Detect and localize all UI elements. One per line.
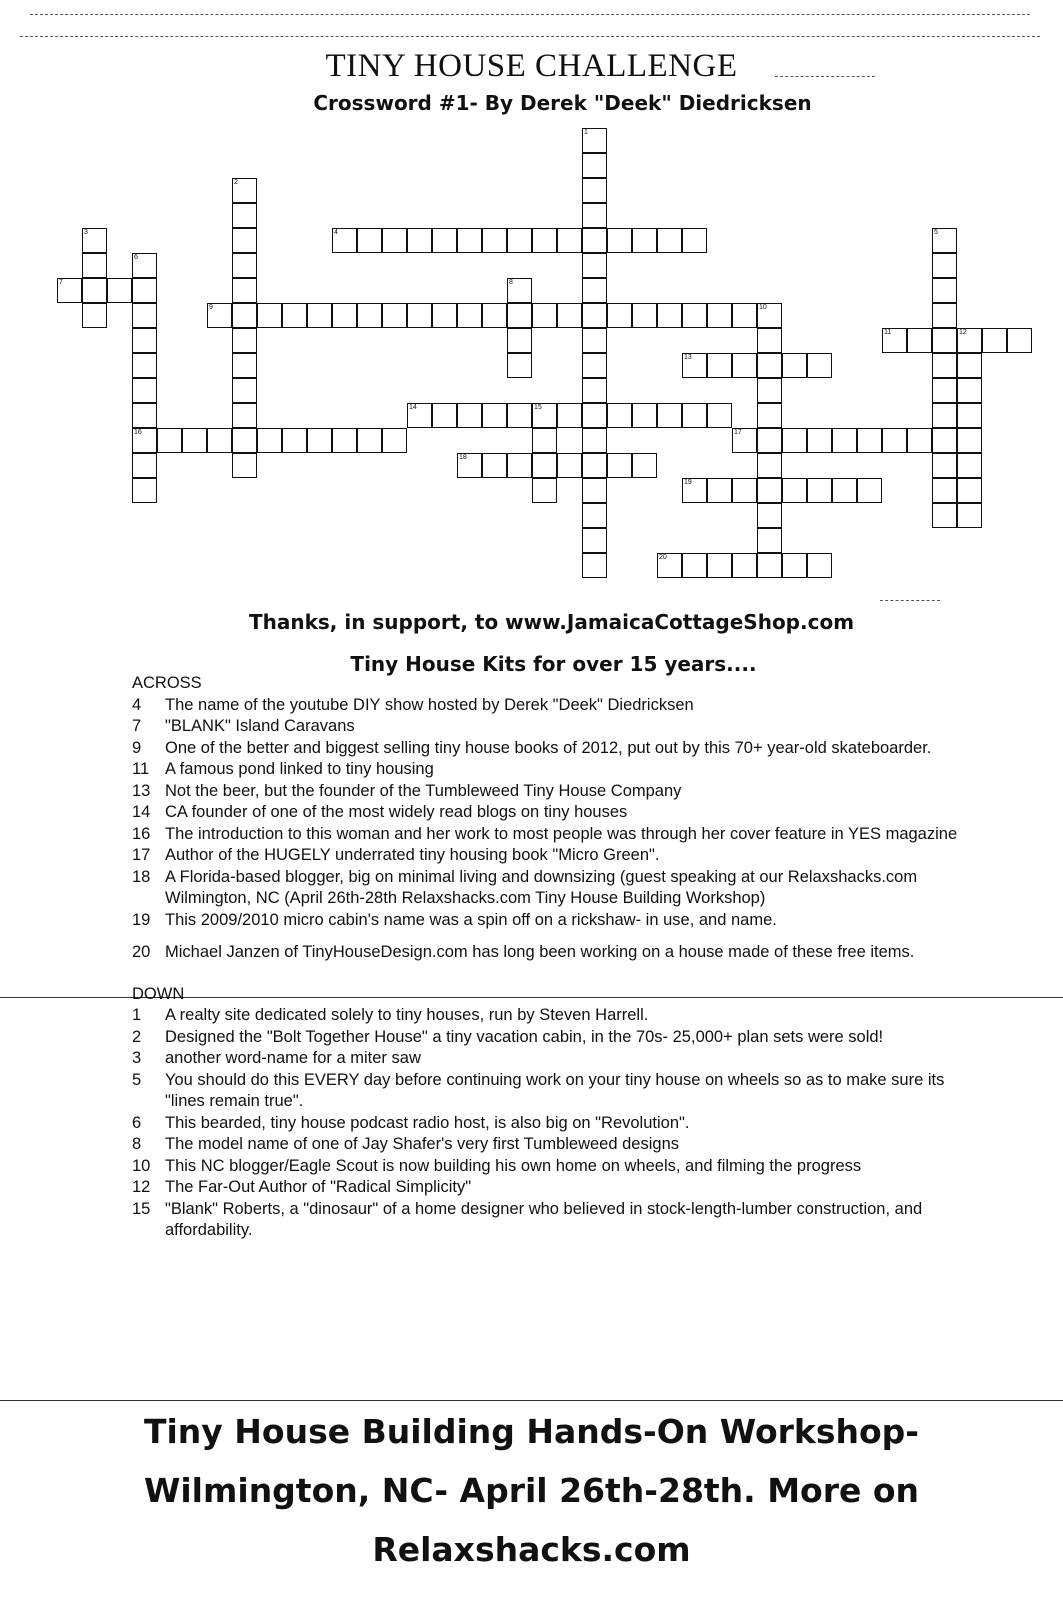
clue-down-2: 2 Designed the "Bolt Together House" a tiny vacation cabin, in the 70s- 25,000+ plan sets were sold! — [132, 1027, 884, 1046]
grid-cell[interactable] — [232, 253, 257, 278]
grid-cell[interactable] — [457, 303, 482, 328]
grid-cell[interactable] — [857, 478, 882, 503]
grid-cell[interactable] — [407, 228, 432, 253]
clue-across-9: 9 One of the better and biggest selling tiny house books of 2012, put out by this 70+ year-old skateboarder. — [132, 738, 932, 757]
cell-number: 14 — [409, 404, 417, 411]
grid-cell[interactable] — [257, 428, 282, 453]
grid-cell[interactable] — [957, 378, 982, 403]
grid-cell[interactable] — [532, 403, 557, 428]
cell-number: 13 — [684, 354, 692, 361]
cell-number: 10 — [759, 304, 767, 311]
grid-cell[interactable] — [932, 403, 957, 428]
clue-across-20: 20 Michael Janzen of TinyHouseDesign.com has long been working on a house made of these free items. — [132, 943, 915, 961]
grid-cell[interactable] — [707, 553, 732, 578]
grid-cell[interactable] — [582, 528, 607, 553]
grid-cell[interactable] — [657, 228, 682, 253]
across-clues — [132, 695, 962, 964]
grid-cell[interactable] — [582, 378, 607, 403]
grid-cell[interactable] — [832, 428, 857, 453]
grid-cell[interactable] — [632, 453, 657, 478]
support-tagline: Tiny House Kits for over 15 years.... — [350, 652, 757, 676]
grid-cell[interactable] — [807, 428, 832, 453]
down-clues — [132, 1005, 962, 1242]
clue-across-13: 13 Not the beer, but the founder of the Tumbleweed Tiny House Company — [132, 781, 682, 800]
cell-number: 16 — [134, 429, 142, 436]
grid-cell[interactable] — [807, 478, 832, 503]
grid-cell[interactable] — [932, 328, 957, 353]
grid-cell[interactable] — [107, 278, 132, 303]
grid-cell[interactable] — [682, 478, 707, 503]
grid-cell[interactable] — [332, 228, 357, 253]
grid-cell[interactable] — [582, 303, 607, 328]
cell-number: 17 — [734, 429, 742, 436]
grid-cell[interactable] — [532, 453, 557, 478]
grid-cell[interactable] — [932, 428, 957, 453]
grid-cell[interactable] — [532, 228, 557, 253]
grid-cell[interactable] — [757, 503, 782, 528]
grid-cell[interactable] — [932, 378, 957, 403]
grid-cell[interactable] — [182, 428, 207, 453]
grid-cell[interactable] — [682, 403, 707, 428]
grid-cell[interactable] — [282, 428, 307, 453]
grid-cell[interactable] — [957, 503, 982, 528]
grid-cell[interactable] — [582, 478, 607, 503]
cell-number: 4 — [334, 229, 338, 236]
grid-cell[interactable] — [757, 453, 782, 478]
cell-number: 12 — [959, 329, 967, 336]
crossword-grid — [0, 0, 1063, 620]
grid-cell[interactable] — [57, 278, 82, 303]
grid-cell[interactable] — [757, 403, 782, 428]
grid-cell[interactable] — [507, 403, 532, 428]
grid-cell[interactable] — [232, 428, 257, 453]
grid-cell[interactable] — [657, 403, 682, 428]
grid-cell[interactable] — [757, 303, 782, 328]
clue-down-5: 5 You should do this EVERY day before continuing work on your tiny house on wheels so as to make sure its "lines remain true". — [132, 1070, 945, 1110]
clue-across-17: 17 Author of the HUGELY underrated tiny housing book "Micro Green". — [132, 846, 660, 864]
grid-cell[interactable] — [907, 428, 932, 453]
grid-cell[interactable] — [457, 228, 482, 253]
clue-down-1: 1 A realty site dedicated solely to tiny houses, run by Steven Harrell. — [132, 1006, 649, 1024]
workshop-footer — [0, 1402, 1063, 1579]
footer-line-1: Tiny House Building Hands-On Workshop- — [143, 1412, 920, 1451]
grid-cell[interactable] — [807, 553, 832, 578]
clue-down-10: 10 This NC blogger/Eagle Scout is now building his own home on wheels, and filming the progress — [132, 1156, 862, 1175]
clue-across-18: 18 A Florida-based blogger, big on minimal living and downsizing (guest speaking at our Relaxshacks.com Wilmington, NC (April 26th-28th Relaxshacks.com Tiny House Building Workshop) — [132, 867, 918, 907]
grid-cell[interactable] — [582, 503, 607, 528]
grid-cell[interactable] — [932, 478, 957, 503]
grid-cell[interactable] — [432, 303, 457, 328]
grid-cell[interactable] — [282, 303, 307, 328]
clue-across-7: 7 "BLANK" Island Caravans — [132, 717, 355, 735]
footer-line-2: Wilmington, NC- April 26th-28th. More on — [143, 1471, 920, 1510]
grid-cell[interactable] — [707, 353, 732, 378]
grid-cell[interactable] — [957, 453, 982, 478]
grid-cell[interactable] — [582, 128, 607, 153]
grid-cell[interactable] — [882, 328, 907, 353]
grid-cell[interactable] — [682, 553, 707, 578]
down-heading: DOWN — [132, 984, 185, 1003]
grid-cell[interactable] — [232, 178, 257, 203]
grid-cell[interactable] — [82, 228, 107, 253]
cell-number: 7 — [59, 279, 63, 286]
clue-down-8: 8 The model name of one of Jay Shafer's very first Tumbleweed designs — [132, 1135, 679, 1153]
grid-cell[interactable] — [457, 403, 482, 428]
cell-number: 15 — [534, 404, 542, 411]
grid-cell[interactable] — [507, 453, 532, 478]
grid-cell[interactable] — [582, 353, 607, 378]
grid-cell[interactable] — [757, 378, 782, 403]
grid-cell[interactable] — [432, 228, 457, 253]
grid-cell[interactable] — [582, 253, 607, 278]
grid-cell[interactable] — [732, 303, 757, 328]
grid-cell[interactable] — [732, 553, 757, 578]
grid-cell[interactable] — [757, 553, 782, 578]
clue-down-15: 15 "Blank" Roberts, a "dinosaur" of a home designer who believed in stock-length-lumber construction, and affordability. — [132, 1199, 923, 1239]
grid-cell[interactable] — [132, 353, 157, 378]
grid-cell[interactable] — [357, 303, 382, 328]
grid-cell[interactable] — [957, 428, 982, 453]
grid-cell[interactable] — [507, 328, 532, 353]
grid-cell[interactable] — [232, 303, 257, 328]
grid-cell[interactable] — [507, 303, 532, 328]
grid-cell[interactable] — [982, 328, 1007, 353]
grid-cell[interactable] — [482, 453, 507, 478]
grid-cell[interactable] — [607, 453, 632, 478]
grid-cell[interactable] — [332, 428, 357, 453]
grid-cell[interactable] — [732, 478, 757, 503]
footer-line-3: Relaxshacks.com — [372, 1530, 691, 1569]
grid-cell[interactable] — [582, 278, 607, 303]
cell-number: 8 — [509, 279, 513, 286]
grid-cell[interactable] — [482, 303, 507, 328]
grid-cell[interactable] — [657, 303, 682, 328]
grid-cell[interactable] — [132, 453, 157, 478]
grid-cell[interactable] — [607, 303, 632, 328]
grid-cell[interactable] — [582, 228, 607, 253]
grid-cell[interactable] — [957, 353, 982, 378]
grid-cell[interactable] — [357, 428, 382, 453]
grid-cell[interactable] — [932, 228, 957, 253]
cell-number: 19 — [684, 479, 692, 486]
grid-cell[interactable] — [582, 553, 607, 578]
grid-cell[interactable] — [757, 528, 782, 553]
grid-cell[interactable] — [582, 403, 607, 428]
grid-cell[interactable] — [732, 428, 757, 453]
grid-cell[interactable] — [382, 303, 407, 328]
grid-cell[interactable] — [507, 278, 532, 303]
grid-cell[interactable] — [932, 278, 957, 303]
footer-divider — [0, 1400, 1063, 1401]
grid-cell[interactable] — [232, 378, 257, 403]
grid-cell[interactable] — [507, 228, 532, 253]
grid-cell[interactable] — [382, 228, 407, 253]
grid-cell[interactable] — [532, 303, 557, 328]
grid-cell[interactable] — [382, 428, 407, 453]
grid-cell[interactable] — [257, 303, 282, 328]
grid-cell[interactable] — [332, 303, 357, 328]
clue-across-14: 14 CA founder of one of the most widely read blogs on tiny houses — [132, 803, 628, 821]
grid-cell[interactable] — [457, 453, 482, 478]
grid-cell[interactable] — [932, 503, 957, 528]
grid-cell[interactable] — [532, 478, 557, 503]
grid-cell[interactable] — [582, 328, 607, 353]
clue-down-6: 6 This bearded, tiny house podcast radio host, is also big on "Revolution". — [132, 1113, 690, 1132]
cell-number: 2 — [234, 179, 238, 186]
grid-cell[interactable] — [157, 428, 182, 453]
cell-number: 11 — [884, 329, 892, 336]
grid-cell[interactable] — [132, 378, 157, 403]
grid-cell[interactable] — [957, 478, 982, 503]
grid-cell[interactable] — [757, 428, 782, 453]
grid-cell[interactable] — [232, 203, 257, 228]
grid-cell[interactable] — [232, 403, 257, 428]
grid-cell[interactable] — [682, 353, 707, 378]
grid-cell[interactable] — [557, 403, 582, 428]
grid-cell[interactable] — [307, 303, 332, 328]
grid-cell[interactable] — [807, 353, 832, 378]
cell-number: 1 — [584, 129, 588, 136]
clue-across-11: 11 A famous pond linked to tiny housing — [132, 760, 434, 778]
grid-cell[interactable] — [882, 428, 907, 453]
grid-cell[interactable] — [482, 403, 507, 428]
across-heading: ACROSS — [132, 674, 202, 692]
page-title: TINY HOUSE CHALLENGE — [325, 48, 738, 84]
grid-cell[interactable] — [682, 228, 707, 253]
grid-cell[interactable] — [732, 353, 757, 378]
grid-cell[interactable] — [232, 328, 257, 353]
cell-number: 9 — [209, 304, 213, 311]
cell-number: 20 — [659, 554, 667, 561]
grid-cell[interactable] — [607, 403, 632, 428]
grid-cell[interactable] — [682, 303, 707, 328]
grid-cell[interactable] — [957, 403, 982, 428]
grid-cell[interactable] — [232, 353, 257, 378]
grid-cell[interactable] — [757, 328, 782, 353]
cell-number: 5 — [934, 229, 938, 236]
grid-cell[interactable] — [782, 553, 807, 578]
clue-across-16: 16 The introduction to this woman and her work to most people was through her cover feature in YES magazine — [132, 824, 958, 843]
clue-down-3: 3 another word-name for a miter saw — [132, 1049, 421, 1067]
grid-cell[interactable] — [632, 403, 657, 428]
clue-across-19: 19 This 2009/2010 micro cabin's name was a spin off on a rickshaw- in use, and name. — [132, 910, 777, 929]
grid-cell[interactable] — [757, 353, 782, 378]
grid-cell[interactable] — [557, 303, 582, 328]
grid-cell[interactable] — [582, 428, 607, 453]
page-subtitle: Crossword #1- By Derek "Deek" Diedricksen — [313, 91, 812, 115]
grid-cell[interactable] — [782, 478, 807, 503]
grid-cell[interactable] — [557, 453, 582, 478]
grid-cell[interactable] — [507, 353, 532, 378]
grid-cell[interactable] — [707, 403, 732, 428]
grid-cell[interactable] — [582, 153, 607, 178]
grid-cell[interactable] — [582, 203, 607, 228]
clue-across-4: 4 The name of the youtube DIY show hosted by Derek "Deek" Diedricksen — [132, 695, 694, 714]
grid-cell[interactable] — [407, 403, 432, 428]
grid-cell[interactable] — [432, 403, 457, 428]
grid-cell[interactable] — [1007, 328, 1032, 353]
clue-down-12: 12 The Far-Out Author of "Radical Simplicity" — [132, 1178, 472, 1196]
grid-cell[interactable] — [632, 228, 657, 253]
grid-cell[interactable] — [407, 303, 432, 328]
grid-cell[interactable] — [707, 303, 732, 328]
grid-cell[interactable] — [582, 178, 607, 203]
grid-cell[interactable] — [582, 453, 607, 478]
grid-cell[interactable] — [757, 478, 782, 503]
grid-cell[interactable] — [232, 228, 257, 253]
grid-cell[interactable] — [307, 428, 332, 453]
grid-cell[interactable] — [207, 428, 232, 453]
grid-cell[interactable] — [82, 253, 107, 278]
grid-cell[interactable] — [532, 428, 557, 453]
grid-cell[interactable] — [857, 428, 882, 453]
grid-cell[interactable] — [782, 353, 807, 378]
grid-cell[interactable] — [832, 478, 857, 503]
cell-number: 18 — [459, 454, 467, 461]
grid-cell[interactable] — [482, 228, 507, 253]
grid-cell[interactable] — [782, 428, 807, 453]
grid-cell[interactable] — [607, 228, 632, 253]
grid-cell[interactable] — [132, 253, 157, 278]
grid-cell[interactable] — [232, 278, 257, 303]
grid-cell[interactable] — [82, 278, 107, 303]
grid-cell[interactable] — [82, 303, 107, 328]
grid-cell[interactable] — [907, 328, 932, 353]
grid-cell[interactable] — [132, 303, 157, 328]
grid-cell[interactable] — [932, 303, 957, 328]
cell-number: 3 — [84, 229, 88, 236]
grid-cell[interactable] — [957, 328, 982, 353]
grid-cell[interactable] — [132, 328, 157, 353]
grid-cell[interactable] — [632, 303, 657, 328]
cell-number: 6 — [134, 254, 138, 261]
grid-cell[interactable] — [932, 453, 957, 478]
grid-cell[interactable] — [207, 303, 232, 328]
grid-cell[interactable] — [132, 278, 157, 303]
grid-cell[interactable] — [707, 478, 732, 503]
grid-cell[interactable] — [932, 353, 957, 378]
grid-cell[interactable] — [132, 403, 157, 428]
grid-cell[interactable] — [132, 428, 157, 453]
grid-cell[interactable] — [232, 453, 257, 478]
grid-cell[interactable] — [132, 478, 157, 503]
grid-cell[interactable] — [557, 228, 582, 253]
clues-section — [132, 673, 962, 1242]
grid-cell[interactable] — [657, 553, 682, 578]
grid-cell[interactable] — [357, 228, 382, 253]
grid-cell[interactable] — [932, 253, 957, 278]
support-line: Thanks, in support, to www.JamaicaCottageShop.com — [248, 610, 855, 634]
